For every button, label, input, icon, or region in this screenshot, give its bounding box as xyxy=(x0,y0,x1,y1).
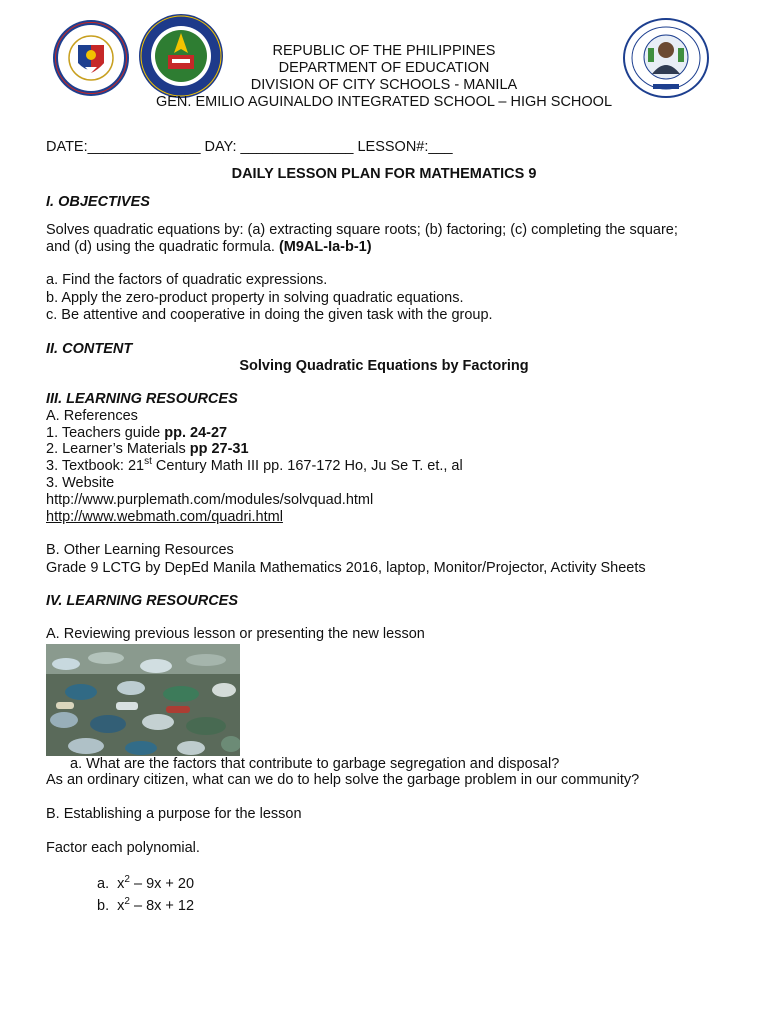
purpose-heading: B. Establishing a purpose for the lesson xyxy=(46,806,302,822)
question-b: As an ordinary citizen, what can we do to help solve the garbage problem in our community? xyxy=(46,772,640,788)
r3-sup: st xyxy=(144,456,152,468)
r3-post: Century Math III pp. 167-172 Ho, Ju Se T. et., al xyxy=(151,458,463,474)
other-resources-heading: B. Other Learning Resources xyxy=(46,542,234,558)
polynomial-a-exp: 2 xyxy=(124,874,130,886)
references-heading: A. References xyxy=(46,408,138,424)
factor-instruction: Factor each polynomial. xyxy=(46,840,200,856)
objectives-text-line1: Solves quadratic equations by: (a) extracting square roots; (b) factoring; (c) completing the square; xyxy=(46,222,678,238)
objective-b: b. Apply the zero-product property in solving quadratic equations. xyxy=(46,290,464,306)
polynomial-a xyxy=(97,876,194,893)
letterhead xyxy=(0,43,768,111)
competency-code: (M9AL-Ia-b-1) xyxy=(278,239,372,255)
r2-pages: pp 27-31 xyxy=(189,441,249,457)
procedure-heading: IV. LEARNING RESOURCES xyxy=(46,593,239,609)
objective-c: c. Be attentive and cooperative in doing the given task with the group. xyxy=(46,307,493,323)
website-link-webmath[interactable]: http://www.webmath.com/quadri.html xyxy=(46,509,283,525)
polynomial-b-rest: – 8x + 12 xyxy=(129,898,195,914)
header-school: GEN. EMILIO AGUINALDO INTEGRATED SCHOOL – HIGH SCHOOL xyxy=(155,94,613,110)
objectives-text-line2 xyxy=(46,239,372,256)
reference-textbook xyxy=(46,458,463,475)
r1-label: 1. Teachers guide xyxy=(46,425,165,441)
polynomial-a-rest: – 9x + 20 xyxy=(129,876,195,892)
reference-teachers-guide xyxy=(46,425,227,442)
objectives-heading: I. OBJECTIVES xyxy=(46,194,150,210)
r2-label: 2. Learner’s Materials xyxy=(46,441,190,457)
header-republic: REPUBLIC OF THE PHILIPPINES xyxy=(272,43,496,59)
content-heading: II. CONTENT xyxy=(46,341,133,357)
document-title: DAILY LESSON PLAN FOR MATHEMATICS 9 xyxy=(231,166,537,182)
reference-website-label: 3. Website xyxy=(46,475,115,491)
other-resources-text: Grade 9 LCTG by DepEd Manila Mathematics 2016, laptop, Monitor/Projector, Activity Sheets xyxy=(46,560,646,576)
website-link-purplemath[interactable]: http://www.purplemath.com/modules/solvquad.html xyxy=(46,492,374,508)
header-department: DEPARTMENT OF EDUCATION xyxy=(278,60,490,76)
polynomial-a-x: x xyxy=(117,876,125,892)
polynomial-b-label: b. xyxy=(97,898,110,914)
review-heading: A. Reviewing previous lesson or presenting the new lesson xyxy=(46,626,425,642)
date-day-lesson-line: DATE:______________ DAY: ______________ LESSON#:___ xyxy=(46,139,453,155)
garbage-photo xyxy=(46,644,240,756)
r3-pre: 3. Textbook: 21 xyxy=(46,458,145,474)
objectives-text2: and (d) using the quadratic formula. xyxy=(46,239,279,255)
polynomial-b-exp: 2 xyxy=(124,896,130,908)
question-a: a. What are the factors that contribute to garbage segregation and disposal? xyxy=(70,756,560,772)
polynomial-b xyxy=(97,898,194,915)
r1-pages: pp. 24-27 xyxy=(164,425,228,441)
polynomial-b-x: x xyxy=(117,898,125,914)
header-division: DIVISION OF CITY SCHOOLS - MANILA xyxy=(250,77,518,93)
lesson-topic: Solving Quadratic Equations by Factoring xyxy=(239,358,529,374)
polynomial-a-label: a. xyxy=(97,876,110,892)
objective-a: a. Find the factors of quadratic expressions. xyxy=(46,272,328,288)
learning-resources-heading: III. LEARNING RESOURCES xyxy=(46,391,238,407)
